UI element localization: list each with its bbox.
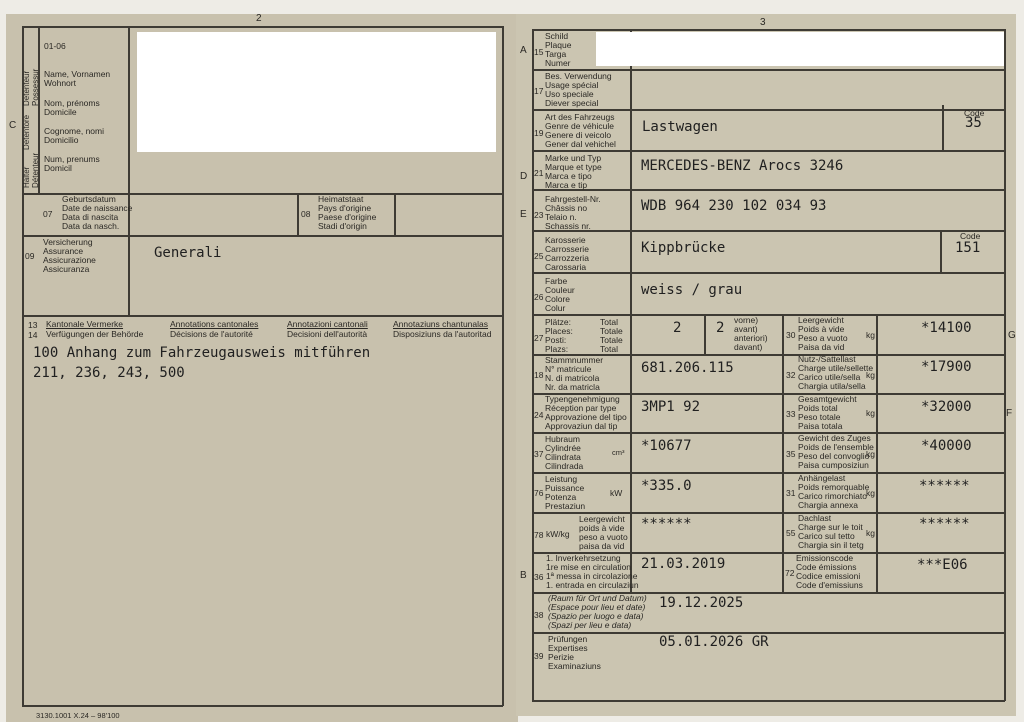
f09-labels: Versicherung Assurance Assicurazione Assicuranza bbox=[43, 237, 96, 274]
f31-labels: Anhängelast Poids remorquable Carico rimorchiato Chargia annexa bbox=[798, 473, 870, 510]
name-labels-de: Name, Vornamen Wohnort bbox=[44, 69, 111, 88]
r-hline-272 bbox=[532, 272, 1005, 274]
f72-labels: Emissionscode Code émissions Codice emissioni Code d'emissiuns bbox=[796, 553, 863, 590]
f19-code-label: Code bbox=[964, 108, 985, 118]
f17-labels: Bes. Verwendung Usage spécial Uso speciale Diever special bbox=[545, 71, 612, 108]
f25-code-label: Code bbox=[960, 231, 981, 241]
chassis-number-value: WDB 964 230 102 034 93 bbox=[641, 198, 827, 214]
f30-number: 30 bbox=[786, 330, 796, 340]
f78-labels: Leergewicht poids à vide peso a vuoto paisa da vid bbox=[579, 514, 628, 551]
f27-front-labels: vorne) avant) anteriori) davant) bbox=[734, 315, 768, 352]
f14-de: Verfügungen der Behörde bbox=[46, 329, 144, 339]
f55-labels: Dachlast Charge sur le toit Carico sul tetto Chargia sin il tetg bbox=[798, 513, 864, 550]
f07-labels: Geburtsdatum Date de naissance Data di nascita Data da nasch. bbox=[62, 194, 133, 231]
type-approval-value: 3MP1 92 bbox=[641, 399, 701, 415]
insurance-value: Generali bbox=[154, 245, 222, 261]
f19-labels: Art des Fahrzeugs Genre de véhicule Genere di veicolo Gener dal vehichel bbox=[545, 112, 616, 149]
side-letter-e: E bbox=[520, 209, 527, 220]
side-letter-g: G bbox=[1008, 330, 1016, 341]
holder-label-fr: Détenteur bbox=[31, 152, 40, 188]
f37-labels: Hubraum Cylindrée Cilindrata Cilindrada bbox=[545, 434, 584, 471]
f76-labels: Leistung Puissance Potenza Prestaziun bbox=[545, 474, 586, 511]
f78-unit-label: kW/kg bbox=[546, 529, 570, 539]
holder-label-rm2: Possessur bbox=[31, 68, 40, 106]
emission-code-value: ***E06 bbox=[917, 557, 968, 573]
name-labels-rm: Num, prenums Domicil bbox=[44, 154, 100, 173]
total-weight-value: *32000 bbox=[921, 399, 972, 415]
f21-number: 21 bbox=[534, 168, 544, 178]
f32-unit: kg bbox=[866, 370, 875, 380]
f30-unit: kg bbox=[866, 330, 875, 340]
f33-number: 33 bbox=[786, 409, 796, 419]
f07-number: 07 bbox=[43, 209, 53, 219]
f13-fr: Annotations cantonales bbox=[170, 319, 259, 329]
right-value-divider bbox=[876, 314, 878, 592]
r-hline-189 bbox=[532, 189, 1005, 191]
f32-labels: Nutz-/Sattellast Charge utile/sellette Carico utile/sella Chargia utila/sella bbox=[798, 354, 874, 391]
r-hline-314 bbox=[532, 314, 1005, 316]
f55-unit: kg bbox=[866, 528, 875, 538]
f36-number: 36 bbox=[534, 572, 544, 582]
f39-labels: Prüfungen Expertises Perizie Examinaziuns bbox=[548, 634, 601, 671]
f08-divider bbox=[297, 193, 299, 235]
side-letter-c: C bbox=[9, 120, 17, 131]
f13-de: Kantonale Vermerke bbox=[46, 319, 124, 329]
f36-labels: 1. Inverkehrsetzung 1re mise en circulation 1ª messa in circolazione 1. entrada en circulaziun bbox=[546, 553, 639, 590]
body-type-code: 151 bbox=[955, 240, 981, 256]
f31-number: 31 bbox=[786, 488, 796, 498]
f35-number: 35 bbox=[786, 449, 796, 459]
f19-number: 19 bbox=[534, 128, 544, 138]
f15-labels: Schild Plaque Targa Numer bbox=[545, 31, 572, 68]
f14-it: Decisioni dell'autorità bbox=[287, 329, 368, 339]
period-code: 01-06 bbox=[44, 41, 66, 51]
left-frame-bottom bbox=[22, 705, 503, 707]
f33-labels: Gesamtgewicht Poids total Peso totale Paisa totala bbox=[798, 394, 857, 431]
f09-number: 09 bbox=[25, 251, 35, 261]
f37-number: 37 bbox=[534, 449, 544, 459]
color-value: weiss / grau bbox=[641, 282, 743, 298]
holder-label-it: Detentore bbox=[22, 114, 31, 150]
right-label-col-divider bbox=[630, 29, 632, 592]
f27-labels: Plätze: Places: Posti: Plazs: bbox=[545, 317, 573, 354]
first-registration-value: 21.03.2019 bbox=[641, 556, 726, 572]
f24-labels: Typengenehmigung Réception par type Approvazione del tipo Approvaziun dal tip bbox=[545, 394, 627, 431]
f76-number: 76 bbox=[534, 488, 544, 498]
master-number-value: 681.206.115 bbox=[641, 360, 734, 376]
f13-it: Annotazioni cantonali bbox=[287, 319, 368, 329]
f26-number: 26 bbox=[534, 292, 544, 302]
side-letter-a: A bbox=[520, 45, 527, 56]
f35-labels: Gewicht des Zuges Poids de l'ensemble Peso del convoglio Paisa cumposiziun bbox=[798, 433, 874, 470]
displacement-value: *10677 bbox=[641, 438, 692, 454]
side-letter-b: B bbox=[520, 570, 527, 581]
f08-value-divider bbox=[394, 193, 396, 235]
name-labels-fr: Nom, prénoms Domicile bbox=[44, 98, 100, 117]
roof-load-value: ****** bbox=[919, 516, 970, 532]
holder-label-rm1: Detenteur bbox=[22, 70, 31, 106]
redacted-plate-number bbox=[596, 32, 1004, 66]
f25-number: 25 bbox=[534, 251, 544, 261]
f15-number: 15 bbox=[534, 47, 544, 57]
f37-unit: cm³ bbox=[612, 448, 625, 457]
f18-number: 18 bbox=[534, 370, 544, 380]
f14-rm: Disposiziuns da l'autoritad bbox=[393, 329, 492, 339]
redacted-holder-name bbox=[137, 32, 496, 152]
f24-number: 24 bbox=[534, 410, 544, 420]
f23-number: 23 bbox=[534, 210, 544, 220]
f33-unit: kg bbox=[866, 408, 875, 418]
f14-fr: Décisions de l'autorité bbox=[170, 329, 253, 339]
f08-labels: Heimatstaat Pays d'origine Paese d'origine Stadi d'origin bbox=[318, 194, 377, 231]
payload-value: *17900 bbox=[921, 359, 972, 375]
right-mid-divider bbox=[782, 314, 784, 592]
trailer-load-value: ****** bbox=[919, 478, 970, 494]
f27-number: 27 bbox=[534, 333, 544, 343]
train-weight-value: *40000 bbox=[921, 438, 972, 454]
side-letter-f: F bbox=[1006, 408, 1013, 419]
left-hline-315 bbox=[22, 315, 503, 317]
f27-total-labels: Total Totale Totale Total bbox=[600, 317, 623, 354]
f31-unit: kg bbox=[866, 488, 875, 498]
f14-number: 14 bbox=[28, 330, 38, 340]
power-weight-ratio-value: ****** bbox=[641, 516, 692, 532]
f13-number: 13 bbox=[28, 320, 38, 330]
r-hline-230 bbox=[532, 230, 1005, 232]
f72-number: 72 bbox=[785, 568, 795, 578]
f38-number: 38 bbox=[534, 610, 544, 620]
left-label-col-divider bbox=[128, 26, 130, 315]
f32-number: 32 bbox=[786, 370, 796, 380]
left-page-number: 2 bbox=[256, 13, 262, 24]
right-frame-bottom bbox=[532, 700, 1005, 702]
f39-number: 39 bbox=[534, 651, 544, 661]
f25-labels: Karosserie Carrosserie Carrozzeria Carossaria bbox=[545, 235, 589, 272]
f26-labels: Farbe Couleur Colore Colur bbox=[545, 276, 575, 313]
side-letter-d: D bbox=[520, 171, 528, 182]
left-hline-235 bbox=[22, 235, 503, 237]
f18-labels: Stammnummer N° matricule N. di matricola Nr. da matricla bbox=[545, 355, 604, 392]
f25-code-divider bbox=[940, 230, 942, 272]
f13-rm: Annotaziuns chantunalas bbox=[393, 319, 488, 329]
f27-front-divider bbox=[704, 314, 706, 354]
left-frame-right bbox=[502, 26, 504, 706]
seats-total-value: 2 bbox=[673, 320, 682, 336]
left-frame-top bbox=[22, 26, 503, 28]
r-hline-109 bbox=[532, 109, 1005, 111]
empty-weight-value: *14100 bbox=[921, 320, 972, 336]
seats-front-value: 2 bbox=[716, 320, 725, 336]
remark-line-1: 100 Anhang zum Fahrzeugausweis mitführen bbox=[33, 345, 371, 361]
f30-labels: Leergewicht Poids à vide Peso a vuoto Paisa da vid bbox=[798, 315, 848, 352]
f35-unit: kg bbox=[866, 449, 875, 459]
power-value: *335.0 bbox=[641, 478, 692, 494]
f76-unit: kW bbox=[610, 488, 623, 498]
right-frame-right bbox=[1004, 29, 1006, 701]
r-hline-432 bbox=[532, 432, 1005, 434]
holder-label-de: Halter bbox=[22, 166, 31, 188]
f23-labels: Fahrgestell-Nr. Châssis no Telaio n. Schassis nr. bbox=[545, 194, 601, 231]
form-footer-code: 3130.1001 X.24 – 98'100 bbox=[36, 711, 120, 720]
make-model-value: MERCEDES-BENZ Arocs 3246 bbox=[641, 158, 844, 174]
f38-labels: (Raum für Ort und Datum) (Espace pour lieu et date) (Spazio per luogo e data) (Spazi per lieu e data) bbox=[548, 593, 647, 630]
f55-number: 55 bbox=[786, 528, 796, 538]
f17-number: 17 bbox=[534, 86, 544, 96]
f19-code-divider bbox=[942, 105, 944, 150]
right-frame-top bbox=[532, 29, 1005, 31]
f78-number: 78 bbox=[534, 530, 544, 540]
f21-labels: Marke und Typ Marque et type Marca e tipo Marca e tip bbox=[545, 153, 602, 190]
name-labels-it: Cognome, nomi Domicilio bbox=[44, 126, 105, 145]
vehicle-type-code: 35 bbox=[965, 115, 982, 131]
inspection-value: 05.01.2026 GR bbox=[659, 634, 769, 650]
body-type-value: Kippbrücke bbox=[641, 240, 726, 256]
place-date-value: 19.12.2025 bbox=[659, 595, 744, 611]
right-page-number: 3 bbox=[760, 17, 766, 28]
vehicle-type-value: Lastwagen bbox=[642, 119, 718, 135]
r-hline-472 bbox=[532, 472, 1005, 474]
remark-line-2: 211, 236, 243, 500 bbox=[33, 365, 185, 381]
r-hline-150 bbox=[532, 150, 1005, 152]
f08-number: 08 bbox=[301, 209, 311, 219]
